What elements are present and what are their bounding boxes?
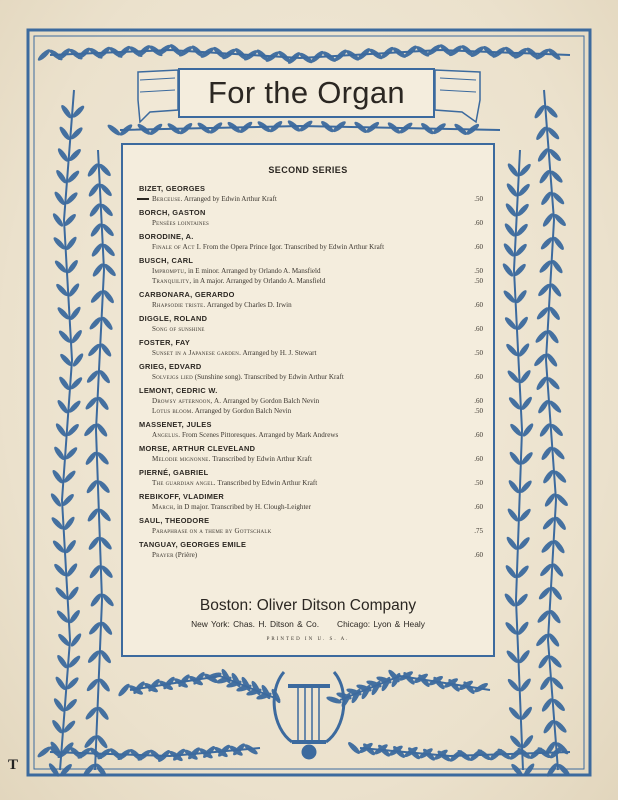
work-price: .50 <box>474 349 483 357</box>
catalog-entry <box>139 419 483 440</box>
catalog-entry <box>139 515 483 536</box>
work-title: Tranquility, <box>152 277 192 285</box>
work-row <box>139 348 483 358</box>
work-price: .50 <box>474 407 483 415</box>
work-row <box>139 454 483 464</box>
work-price: .60 <box>474 373 483 381</box>
composer-name: TANGUAY, GEORGES EMILE <box>139 540 247 549</box>
banner-scroll-left <box>138 70 178 122</box>
work-title: Drowsy afternoon, A. <box>152 397 222 405</box>
composer-name: SAUL, THEODORE <box>139 516 210 525</box>
work-price: .50 <box>474 277 483 285</box>
work-title: Paraphrase on a theme by Gottschalk <box>152 527 272 535</box>
publisher-branches <box>123 619 493 629</box>
work-note: Arranged by Edwin Arthur Kraft <box>183 195 277 203</box>
work-price: .60 <box>474 503 483 511</box>
work-row <box>139 526 483 536</box>
work-row <box>139 372 483 382</box>
work-row <box>139 300 483 310</box>
catalog-entry <box>139 337 483 358</box>
composer-name: BORODINE, A. <box>139 232 194 241</box>
work-price: .60 <box>474 551 483 559</box>
work-title: Berceuse. <box>152 195 183 203</box>
composer-name: FOSTER, FAY <box>139 338 191 347</box>
composer-name: BUSCH, CARL <box>139 256 194 265</box>
work-title: Rhapsodie triste. <box>152 301 206 309</box>
work-row <box>139 430 483 440</box>
catalog-entry <box>139 539 483 560</box>
work-note: (Prière) <box>175 551 198 559</box>
work-row <box>139 502 483 512</box>
catalog-entry <box>139 207 483 228</box>
work-price: .50 <box>474 195 483 203</box>
work-row <box>139 324 483 334</box>
page-title: For the Organ <box>208 75 405 110</box>
work-note: in A major. Arranged by Orlando A. Mansfield <box>193 277 326 285</box>
work-note: From the Opera Prince Igor. Transcribed by Edwin Arthur Kraft <box>202 243 385 251</box>
work-price: .50 <box>474 267 483 275</box>
printed-in-usa: PRINTED IN U. S. A. <box>266 637 350 642</box>
work-note: Arranged by Gordon Balch Nevin <box>194 407 292 415</box>
composer-name: BORCH, GASTON <box>139 208 206 217</box>
work-row <box>139 242 483 252</box>
work-price: .50 <box>474 479 483 487</box>
work-row <box>139 266 483 276</box>
work-title: Song of sunshine <box>152 325 205 333</box>
work-note: Transcribed by Edwin Arthur Kraft <box>217 479 318 487</box>
work-price: .60 <box>474 219 483 227</box>
work-row <box>139 396 483 406</box>
work-row <box>139 194 483 204</box>
work-title: Impromptu, <box>152 267 187 275</box>
lyre-icon <box>274 672 344 758</box>
work-note: (Sunshine song). Transcribed by Edwin Arthur Kraft <box>194 373 344 381</box>
work-price: .60 <box>474 455 483 463</box>
catalog-entry <box>139 361 483 382</box>
work-row <box>139 276 483 286</box>
composer-name: CARBONARA, GERARDO <box>139 290 235 299</box>
composer-name: LEMONT, CEDRIC W. <box>139 386 218 395</box>
composer-name: PIERNÉ, GABRIEL <box>139 468 209 477</box>
work-row <box>139 478 483 488</box>
branch-chicago: Chicago: Lyon & Healy <box>337 619 425 629</box>
work-note: Arranged by Gordon Balch Nevin <box>222 397 320 405</box>
work-note: Transcribed by Edwin Arthur Kraft <box>212 455 313 463</box>
work-title: The guardian angel. <box>152 479 216 487</box>
work-row <box>139 218 483 228</box>
work-price: .75 <box>474 527 483 535</box>
work-note: Arranged by Charles D. Irwin <box>206 301 292 309</box>
catalog-entry <box>139 231 483 252</box>
work-title: Melodie mignonne. <box>152 455 211 463</box>
catalog-entry <box>139 289 483 310</box>
catalog-entry <box>139 467 483 488</box>
catalog-list <box>139 183 483 563</box>
catalog-entry <box>139 385 483 416</box>
composer-name: MASSENET, JULES <box>139 420 212 429</box>
composer-name: DIGGLE, ROLAND <box>139 314 208 323</box>
composer-name: GRIEG, EDVARD <box>139 362 202 371</box>
composer-name: REBIKOFF, VLADIMER <box>139 492 225 501</box>
catalog-entry <box>139 255 483 286</box>
work-title: Finale of Act I. <box>152 243 202 251</box>
title-plate <box>178 68 435 118</box>
branch-new-york: New York: Chas. H. Ditson & Co. <box>191 619 320 629</box>
publisher-name: Boston: Oliver Ditson Company <box>199 597 417 614</box>
work-price: .60 <box>474 431 483 439</box>
corner-mark: T <box>8 757 19 773</box>
work-note: Arranged by H. J. Stewart <box>242 349 317 357</box>
work-row <box>139 550 483 560</box>
work-title: Angelus. <box>152 431 181 439</box>
catalog-entry <box>139 183 483 204</box>
work-title: Prayer <box>152 551 174 559</box>
work-title: March, <box>152 503 176 511</box>
work-price: .60 <box>474 397 483 405</box>
work-note: in E minor. Arranged by Orlando A. Mansfield <box>187 267 321 275</box>
composer-name: MORSE, ARTHUR CLEVELAND <box>139 444 256 453</box>
work-title: Pensées lointaines <box>152 219 209 227</box>
work-row <box>139 406 483 416</box>
work-note: From Scenes Pittoresques. Arranged by Mark Andrews <box>182 431 339 439</box>
catalog-entry <box>139 443 483 464</box>
work-price: .60 <box>474 325 483 333</box>
composer-name: BIZET, GEORGES <box>139 184 206 193</box>
catalog-panel <box>121 143 495 657</box>
work-title: Solvejgs lied <box>152 373 193 381</box>
catalog-entry <box>139 491 483 512</box>
work-price: .60 <box>474 243 483 251</box>
catalog-entry <box>139 313 483 334</box>
work-price: .60 <box>474 301 483 309</box>
banner-scroll-right <box>435 70 480 122</box>
leader-dash <box>137 198 149 200</box>
series-heading: SECOND SERIES <box>268 165 348 175</box>
work-note: in D major. Transcribed by H. Clough-Leighter <box>176 503 311 511</box>
work-title: Sunset in a Japanese garden. <box>152 349 242 357</box>
work-title: Lotus bloom. <box>152 407 194 415</box>
